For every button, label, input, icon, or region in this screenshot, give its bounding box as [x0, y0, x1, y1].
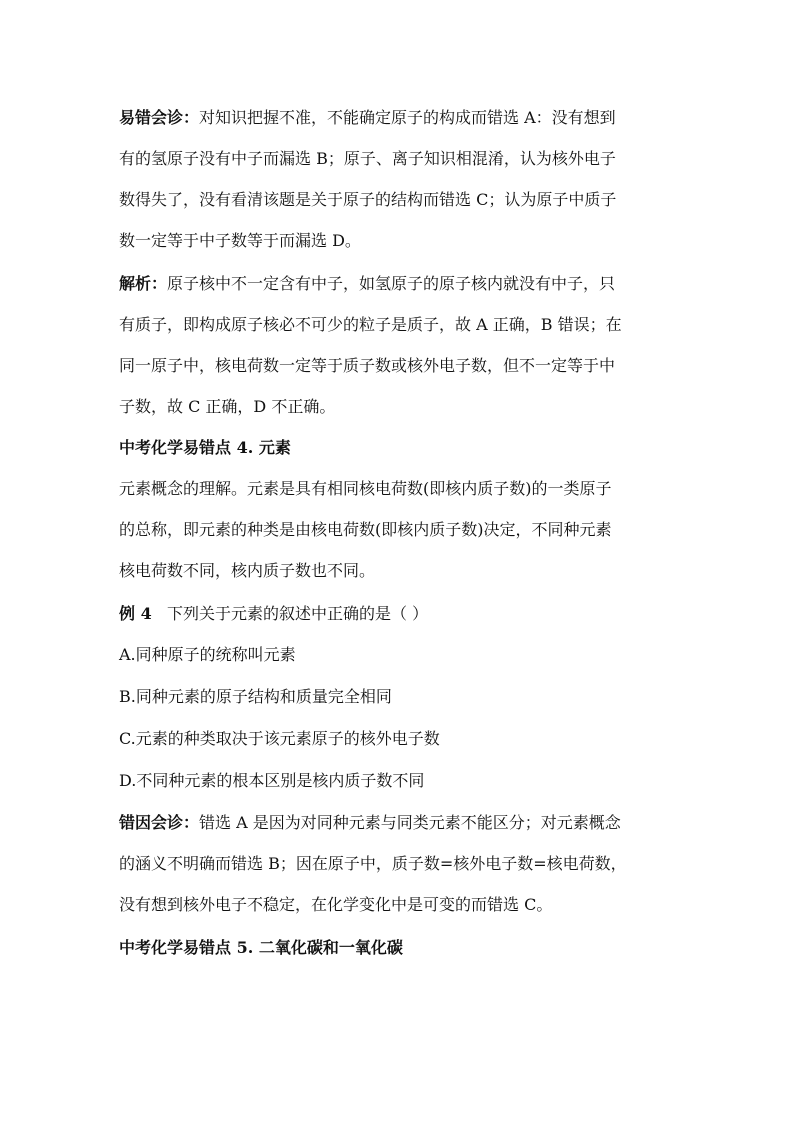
analysis-section	[119, 263, 679, 427]
option-b: B.同种元素的原子结构和质量完全相同	[119, 687, 392, 706]
example-4-question-text: 下列关于元素的叙述中正确的是（ ）	[166, 604, 429, 623]
easy-mistake-line-2: 有的氢原子没有中子而漏选 B；原子、离子知识相混淆，认为核外电子	[119, 149, 616, 168]
analysis-line-3: 同一原子中，核电荷数一定等于质子数或核外电子数，但不一定等于中	[119, 356, 616, 375]
error-cause-label: 错因会诊：	[119, 813, 200, 832]
easy-mistake-label: 易错会诊：	[119, 108, 200, 127]
error-cause-text-1: 错选 A 是因为对同种元素与同类元素不能区分；对元素概念	[199, 813, 621, 832]
example-4-section	[119, 593, 679, 802]
error-cause-line-2: 的涵义不明确而错选 B；因在原子中，质子数=核外电子数=核电荷数，	[119, 854, 627, 873]
easy-mistake-line-1	[119, 97, 679, 138]
analysis-line-2: 有质子，即构成原子核必不可少的粒子是质子，故 A 正确，B 错误；在	[119, 315, 622, 334]
example-4-label: 例 4	[119, 604, 152, 623]
error-cause-line-3: 没有想到核外电子不稳定，在化学变化中是可变的而错选 C。	[119, 895, 553, 914]
section-heading-4: 中考化学易错点 4. 元素	[119, 438, 291, 457]
element-concept-line-1: 元素概念的理解。元素是具有相同核电荷数(即核内质子数)的一类原子	[119, 479, 612, 498]
analysis-label: 解析：	[119, 274, 168, 293]
element-concept-section	[119, 468, 679, 591]
analysis-line-1	[119, 263, 679, 304]
document-body	[119, 97, 679, 968]
element-concept-line-3: 核电荷数不同，核内质子数也不同。	[119, 561, 376, 580]
easy-mistake-section	[119, 97, 679, 261]
analysis-line-4: 子数，故 C 正确，D 不正确。	[119, 397, 336, 416]
option-a: A.同种原子的统称叫元素	[119, 645, 296, 664]
example-4-question	[119, 593, 679, 634]
easy-mistake-line-3: 数得失了，没有看清该题是关于原子的结构而错选 C；认为原子中质子	[119, 190, 617, 209]
element-concept-line-2: 的总称，即元素的种类是由核电荷数(即核内质子数)决定，不同种元素	[119, 520, 612, 539]
error-cause-section	[119, 802, 679, 925]
easy-mistake-text-1: 对知识把握不准，不能确定原子的构成而错选 A：没有想到	[199, 108, 616, 127]
option-d: D.不同种元素的根本区别是核内质子数不同	[119, 771, 425, 790]
section-heading-5: 中考化学易错点 5. 二氧化碳和一氧化碳	[119, 938, 403, 957]
option-c: C.元素的种类取决于该元素原子的核外电子数	[119, 729, 440, 748]
analysis-text-1: 原子核中不一定含有中子，如氢原子的原子核内就没有中子，只	[167, 274, 616, 293]
easy-mistake-line-4: 数一定等于中子数等于而漏选 D。	[119, 231, 361, 250]
error-cause-line-1	[119, 802, 679, 843]
